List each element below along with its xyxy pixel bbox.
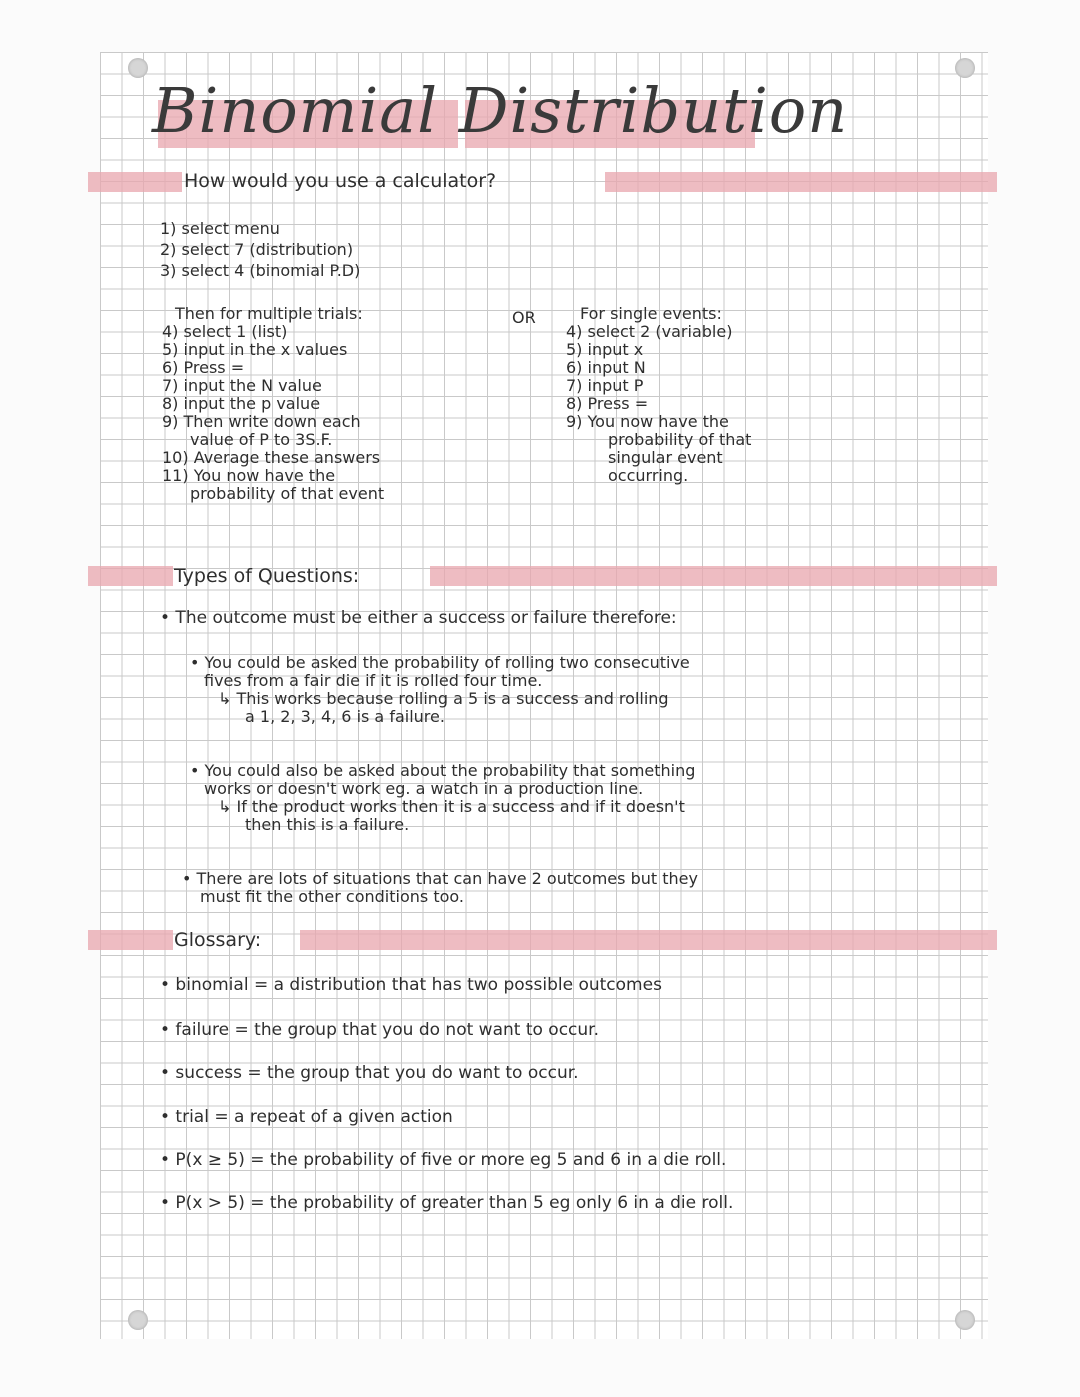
glossary-heading: Glossary: — [174, 929, 262, 951]
section-bar-right — [605, 172, 997, 192]
multiple-step: 11) You now have the — [162, 466, 336, 485]
example-bullet: a 1, 2, 3, 4, 6 is a failure. — [245, 707, 445, 726]
multiple-step: 7) input the N value — [162, 376, 322, 395]
example-bullet: fives from a fair die if it is rolled four time. — [204, 671, 543, 690]
single-step: occurring. — [608, 466, 689, 485]
multiple-step: 4) select 1 (list) — [162, 322, 288, 341]
single-step: singular event — [608, 448, 723, 467]
example-bullet: ↳ If the product works then it is a success and if it doesn't — [218, 797, 685, 816]
punch-hole — [955, 58, 975, 78]
multiple-step: 9) Then write down each — [162, 412, 361, 431]
step-line: 1) select menu — [160, 219, 280, 238]
section-bar-right — [430, 566, 997, 586]
single-step: probability of that — [608, 430, 752, 449]
example-bullet: • There are lots of situations that can have 2 outcomes but they — [182, 869, 698, 888]
glossary-item: • binomial = a distribution that has two possible outcomes — [160, 975, 662, 995]
punch-hole — [128, 1310, 148, 1330]
section-bar-left — [88, 930, 173, 950]
types-heading: Types of Questions: — [174, 565, 360, 587]
or-label: OR — [512, 308, 536, 327]
section-bar-left — [88, 172, 182, 192]
glossary-item: • trial = a repeat of a given action — [160, 1107, 453, 1127]
page-title: Binomial Distribution — [152, 74, 849, 147]
punch-hole — [955, 1310, 975, 1330]
example-bullet: then this is a failure. — [245, 815, 410, 834]
example-bullet: must fit the other conditions too. — [200, 887, 464, 906]
step-line: 3) select 4 (binomial P.D) — [160, 261, 361, 280]
single-step: 6) input N — [566, 358, 646, 377]
multiple-step: 5) input in the x values — [162, 340, 348, 359]
section-bar-right — [300, 930, 997, 950]
punch-hole — [128, 58, 148, 78]
glossary-item: • failure = the group that you do not want to occur. — [160, 1020, 600, 1040]
single-step: 5) input x — [566, 340, 644, 359]
multiple-step: probability of that event — [190, 484, 385, 503]
section-bar-left — [88, 566, 173, 586]
multiple-step: 10) Average these answers — [162, 448, 381, 467]
multiple-step: 6) Press = — [162, 358, 245, 377]
calculator-question: How would you use a calculator? — [184, 170, 497, 192]
example-bullet: ↳ This works because rolling a 5 is a success and rolling — [218, 689, 669, 708]
example-bullet: works or doesn't work eg. a watch in a production line. — [204, 779, 644, 798]
single-step: 7) input P — [566, 376, 644, 395]
glossary-item: • success = the group that you do want to occur. — [160, 1063, 579, 1083]
multiple-step: 8) input the p value — [162, 394, 321, 413]
single-step: 9) You now have the — [566, 412, 729, 431]
single-events-heading: For single events: — [580, 304, 722, 323]
multiple-step: value of P to 3S.F. — [190, 430, 333, 449]
types-intro: • The outcome must be either a success or failure therefore: — [160, 608, 677, 628]
glossary-item: • P(x > 5) = the probability of greater than 5 eg only 6 in a die roll. — [160, 1193, 734, 1213]
example-bullet: • You could be asked the probability of rolling two consecutive — [190, 653, 690, 672]
glossary-item: • P(x ≥ 5) = the probability of five or more eg 5 and 6 in a die roll. — [160, 1150, 727, 1170]
single-step: 4) select 2 (variable) — [566, 322, 733, 341]
step-line: 2) select 7 (distribution) — [160, 240, 354, 259]
example-bullet: • You could also be asked about the probability that something — [190, 761, 696, 780]
single-step: 8) Press = — [566, 394, 649, 413]
multiple-trials-heading: Then for multiple trials: — [175, 304, 363, 323]
